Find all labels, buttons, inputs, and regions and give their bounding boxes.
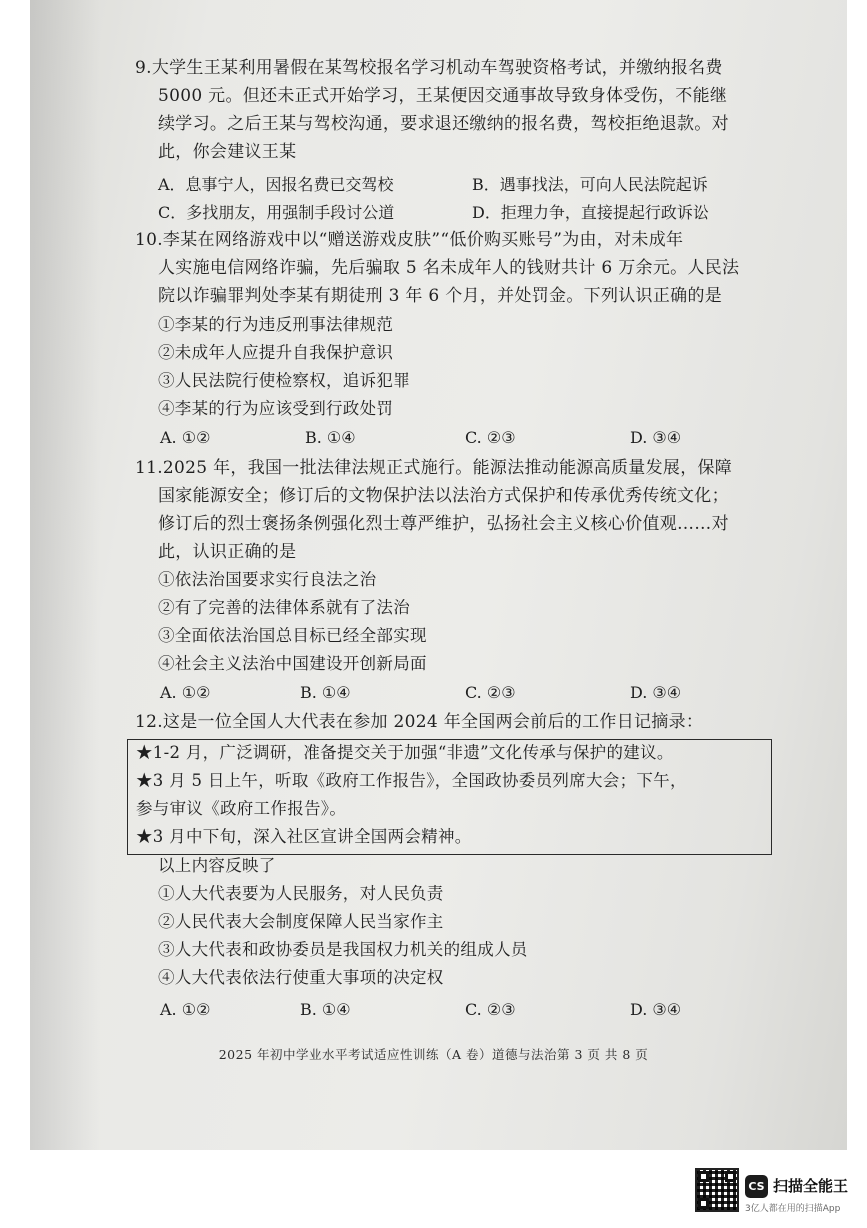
diary-line: ★3 月 5 日上午，听取《政府工作报告》，全国政协委员列席大会；下午， — [136, 771, 687, 790]
question-text-line: 此，认识正确的是 — [158, 542, 297, 562]
statement-4: ④人大代表依法行使重大事项的决定权 — [158, 968, 444, 987]
option-b: B. ①④ — [300, 1000, 351, 1019]
statement-2: ②人民代表大会制度保障人民当家作主 — [158, 912, 444, 931]
statement-3: ③人民法院行使检察权，追诉犯罪 — [158, 371, 410, 390]
page-footer: 2025 年初中学业水平考试适应性训练（A 卷）道德与法治第 3 页 共 8 页 — [218, 1047, 649, 1062]
question-text-line: 人实施电信网络诈骗，先后骗取 5 名未成年人的钱财共计 6 万余元。人民法 — [158, 258, 740, 278]
option-b: B. ①④ — [300, 683, 351, 702]
question-text-line: 以上内容反映了 — [158, 856, 276, 875]
statement-1: ①李某的行为违反刑事法律规范 — [158, 315, 394, 334]
option-d: D. ③④ — [630, 683, 682, 702]
statement-3: ③人大代表和政协委员是我国权力机关的组成人员 — [158, 940, 528, 959]
page-shadow — [30, 0, 100, 1150]
statement-2: ②有了完善的法律体系就有了法治 — [158, 598, 410, 617]
option-d: D．拒理力争，直接提起行政诉讼 — [472, 203, 709, 222]
statement-4: ④李某的行为应该受到行政处罚 — [158, 399, 394, 418]
option-c: C. ②③ — [465, 428, 516, 447]
option-c: C. ②③ — [465, 683, 516, 702]
question-text-line: 5000 元。但还未正式开始学习，王某便因交通事故导致身体受伤，不能继 — [158, 86, 728, 106]
question-text-line: 续学习。之后王某与驾校沟通，要求退还缴纳的报名费，驾校拒绝退款。对 — [158, 114, 729, 134]
app-logo-icon: CS — [745, 1175, 768, 1198]
option-a: A．息事宁人，因报名费已交驾校 — [158, 175, 394, 194]
statement-2: ②未成年人应提升自我保护意识 — [158, 343, 394, 362]
scanner-watermark — [695, 1168, 855, 1218]
diary-line: ★3 月中下旬，深入社区宣讲全国两会精神。 — [136, 827, 472, 846]
question-text-line: 国家能源安全；修订后的文物保护法以法治方式保护和传承优秀传统文化； — [158, 486, 729, 506]
option-a: A. ①② — [160, 683, 211, 702]
statement-1: ①依法治国要求实行良法之治 — [158, 570, 377, 589]
question-text-line: 11.2025 年，我国一批法律法规正式施行。能源法推动能源高质量发展，保障 — [135, 458, 733, 478]
option-c: C. ②③ — [465, 1000, 516, 1019]
statement-1: ①人大代表要为人民服务，对人民负责 — [158, 884, 444, 903]
question-text-line: 院以诈骗罪判处李某有期徒刑 3 年 6 个月，并处罚金。下列认识正确的是 — [158, 286, 723, 306]
statement-4: ④社会主义法治中国建设开创新局面 — [158, 654, 427, 673]
option-b: B. ①④ — [305, 428, 356, 447]
qr-code-icon — [695, 1168, 739, 1212]
statement-3: ③全面依法治国总目标已经全部实现 — [158, 626, 427, 645]
option-a: A. ①② — [160, 428, 211, 447]
option-d: D. ③④ — [630, 428, 682, 447]
diary-line: 参与审议《政府工作报告》。 — [136, 799, 347, 818]
diary-line: ★1-2 月，广泛调研，准备提交关于加强“非遗”文化传承与保护的建议。 — [136, 743, 674, 762]
question-text-line: 9.大学生王某利用暑假在某驾校报名学习机动车驾驶资格考试，并缴纳报名费 — [135, 58, 723, 78]
question-text-line: 修订后的烈士褒扬条例强化烈士尊严维护，弘扬社会主义核心价值观……对 — [158, 514, 729, 534]
app-tagline: 3亿人都在用的扫描App — [745, 1204, 841, 1214]
option-d: D. ③④ — [630, 1000, 682, 1019]
question-text-line: 此，你会建议王某 — [158, 142, 297, 162]
option-c: C．多找朋友，用强制手段讨公道 — [158, 203, 395, 222]
question-text-line: 12.这是一位全国人大代表在参加 2024 年全国两会前后的工作日记摘录： — [135, 712, 704, 732]
question-text-line: 10.李某在网络游戏中以“赠送游戏皮肤”“低价购买账号”为由，对未成年 — [135, 230, 684, 250]
option-a: A. ①② — [160, 1000, 211, 1019]
option-b: B．遇事找法，可向人民法院起诉 — [472, 175, 708, 194]
app-name: 扫描全能王 — [773, 1177, 849, 1195]
